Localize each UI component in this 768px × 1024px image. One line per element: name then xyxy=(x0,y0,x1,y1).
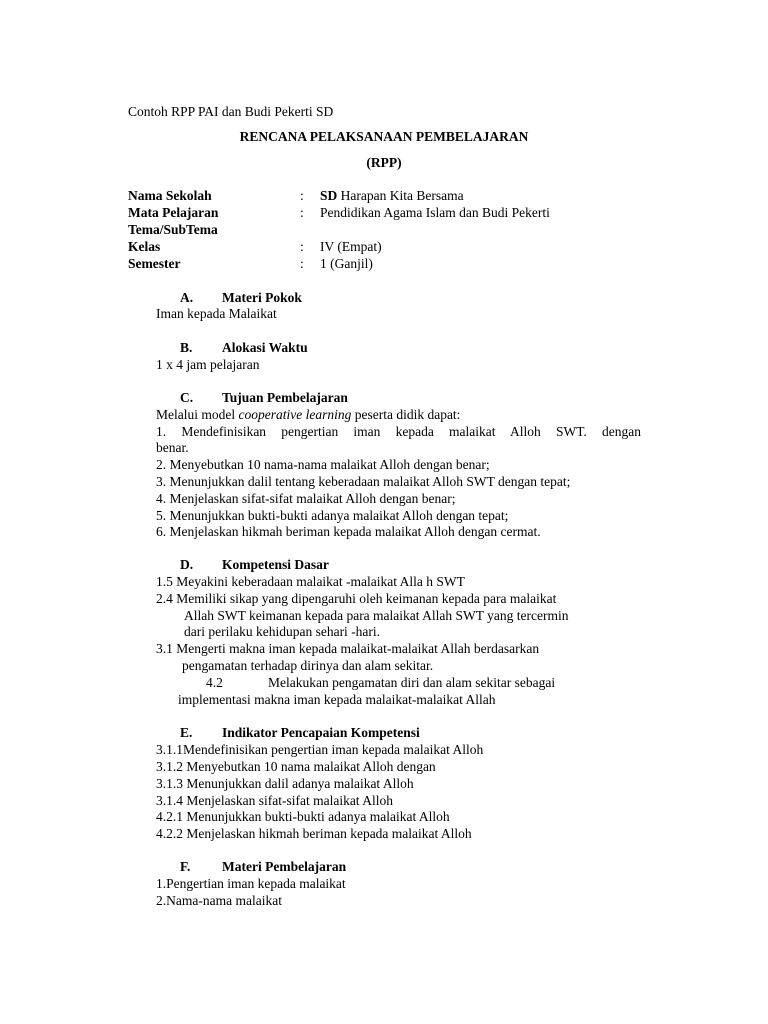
objective-item-cont: benar. xyxy=(156,440,189,455)
competency-item-cont: dari perilaku kehidupan sehari -hari. xyxy=(184,624,381,639)
section-f-letter: F. xyxy=(180,859,191,874)
section-e-letter: E. xyxy=(180,725,193,740)
section-d-letter: D. xyxy=(180,557,194,572)
indicator-item: 3.1.4 Menjelaskan sifat-sifat malaikat Alloh xyxy=(156,793,393,808)
section-f-title: Materi Pembelajaran xyxy=(222,859,347,874)
intro-emphasis: cooperative learning xyxy=(238,407,352,422)
section-a-title: Materi Pokok xyxy=(222,290,302,305)
section-a-text: Iman kepada Malaikat xyxy=(156,306,277,321)
identity-value-subject: Pendidikan Agama Islam dan Budi Pekerti xyxy=(320,205,550,220)
section-d-title: Kompetensi Dasar xyxy=(222,557,329,572)
objective-item: 3. Menunjukkan dalil tentang keberadaan malaikat Alloh SWT dengan tepat; xyxy=(156,474,571,489)
intro-post: peserta didik dapat: xyxy=(351,407,461,422)
section-c-title: Tujuan Pembelajaran xyxy=(222,390,348,405)
identity-value-school xyxy=(320,188,464,205)
objective-item: 2. Menyebutkan 10 nama-nama malaikat Alloh dengan benar; xyxy=(156,457,490,472)
material-item: 2.Nama-nama malaikat xyxy=(156,893,282,908)
objective-item: 6. Menjelaskan hikmah beriman kepada malaikat Alloh dengan cermat. xyxy=(156,524,541,539)
identity-value-semester: 1 (Ganjil) xyxy=(320,256,373,271)
identity-label-theme: Tema/SubTema xyxy=(128,222,218,237)
competency-item-number: 4.2 xyxy=(206,675,223,690)
identity-colon: : xyxy=(300,256,304,271)
section-c-intro xyxy=(156,407,460,424)
competency-item: 1.5 Meyakini keberadaan malaikat -malaikat Alla h SWT xyxy=(156,574,465,589)
document-subtitle: (RPP) xyxy=(366,155,402,170)
document-title: RENCANA PELAKSANAAN PEMBELAJARAN xyxy=(239,129,529,144)
document-header: Contoh RPP PAI dan Budi Pekerti SD xyxy=(128,104,334,119)
school-name: Harapan Kita Bersama xyxy=(337,188,464,203)
competency-item-cont: pengamatan terhadap dirinya dan alam sekitar. xyxy=(182,658,434,673)
indicator-item: 3.1.2 Menyebutkan 10 nama malaikat Alloh dengan xyxy=(156,759,436,774)
section-c-letter: C. xyxy=(180,390,194,405)
identity-colon: : xyxy=(300,205,304,220)
identity-label-class: Kelas xyxy=(128,239,161,254)
section-b-text: 1 x 4 jam pelajaran xyxy=(156,357,260,372)
intro-pre: Melalui model xyxy=(156,407,239,422)
indicator-item: 3.1.1Mendefinisikan pengertian iman kepada malaikat Alloh xyxy=(156,742,484,757)
material-item: 1.Pengertian iman kepada malaikat xyxy=(156,876,346,891)
indicator-item: 3.1.3 Menunjukkan dalil adanya malaikat Alloh xyxy=(156,776,414,791)
competency-item-cont: implementasi makna iman kepada malaikat-malaikat Allah xyxy=(178,692,496,707)
objective-item: 1. Mendefinisikan pengertian iman kepada malaikat Alloh SWT. dengan xyxy=(156,424,641,439)
section-b-letter: B. xyxy=(180,340,193,355)
school-prefix: SD xyxy=(320,188,338,203)
section-a-letter: A. xyxy=(180,290,194,305)
competency-item: 2.4 Memiliki sikap yang dipengaruhi oleh keimanan kepada para malaikat xyxy=(156,591,557,606)
objective-item: 5. Menunjukkan bukti-bukti adanya malaikat Alloh dengan tepat; xyxy=(156,508,509,523)
competency-item-cont: Allah SWT keimanan kepada para malaikat Allah SWT yang tercermin xyxy=(184,608,569,623)
competency-item: 3.1 Mengerti makna iman kepada malaikat-malaikat Allah berdasarkan xyxy=(156,641,540,656)
competency-item: Melakukan pengamatan diri dan alam sekitar sebagai xyxy=(268,675,556,690)
identity-label-semester: Semester xyxy=(128,256,181,271)
identity-label-subject: Mata Pelajaran xyxy=(128,205,219,220)
section-e-title: Indikator Pencapaian Kompetensi xyxy=(222,725,420,740)
indicator-item: 4.2.2 Menjelaskan hikmah beriman kepada malaikat Alloh xyxy=(156,826,472,841)
indicator-item: 4.2.1 Menunjukkan bukti-bukti adanya malaikat Alloh xyxy=(156,809,450,824)
objective-item: 4. Menjelaskan sifat-sifat malaikat Alloh dengan benar; xyxy=(156,491,456,506)
identity-colon: : xyxy=(300,188,304,203)
identity-value-class: IV (Empat) xyxy=(320,239,382,254)
identity-label-school: Nama Sekolah xyxy=(128,188,212,203)
identity-colon: : xyxy=(300,239,304,254)
section-b-title: Alokasi Waktu xyxy=(222,340,308,355)
